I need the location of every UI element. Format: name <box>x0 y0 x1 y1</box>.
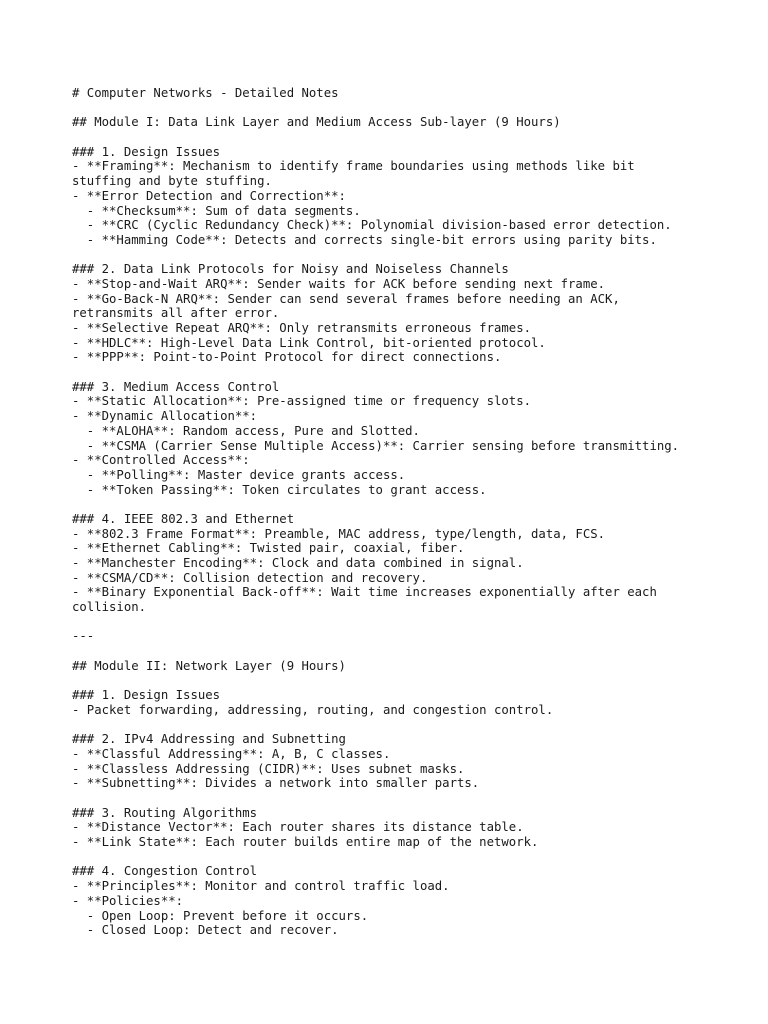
list-item: - **Dynamic Allocation**: <box>72 409 258 424</box>
blank-line <box>72 248 752 263</box>
list-item: - **802.3 Frame Format**: Preamble, MAC address, type/length, data, FCS. <box>72 526 606 541</box>
module-heading: ## Module I: Data Link Layer and Medium Access Sub-layer (9 Hours) <box>72 115 561 130</box>
blank-line <box>72 850 752 865</box>
blank-line <box>72 497 752 512</box>
text-line: retransmits all after error. <box>72 306 280 321</box>
list-item: - **Selective Repeat ARQ**: Only retransmits erroneous frames. <box>72 321 532 335</box>
list-item: - **Link State**: Each router builds entire map of the network. <box>72 835 539 850</box>
list-item: - **Checksum**: Sum of data segments. <box>72 203 361 218</box>
section-heading: ### 2. Data Link Protocols for Noisy and Noiseless Channels <box>72 262 509 277</box>
horizontal-rule: --- <box>72 629 95 644</box>
section-heading: ### 3. Routing Algorithms <box>72 805 258 820</box>
list-item: - **Static Allocation**: Pre-assigned time or frequency slots. <box>72 394 532 409</box>
section-heading: ### 4. Congestion Control <box>72 864 258 879</box>
list-item: - **Principles**: Monitor and control traffic load. <box>72 879 450 894</box>
list-item: - Closed Loop: Detect and recover. <box>72 923 339 938</box>
list-item: - **CRC (Cyclic Redundancy Check)**: Polynomial division-based error detection. <box>72 218 672 233</box>
list-item: - **Subnetting**: Divides a network into smaller parts. <box>72 776 480 791</box>
list-item: - **Error Detection and Correction**: <box>72 188 346 203</box>
section-heading: ### 4. IEEE 802.3 and Ethernet <box>72 511 295 526</box>
list-item: - **Go-Back-N ARQ**: Sender can send several frames before needing an ACK, <box>72 291 620 306</box>
list-item: - **ALOHA**: Random access, Pure and Slotted. <box>72 423 420 438</box>
blank-line <box>72 791 752 806</box>
list-item: - **Stop-and-Wait ARQ**: Sender waits for ACK before sending next frame. <box>72 276 606 291</box>
list-item: - **Binary Exponential Back-off**: Wait time increases exponentially after each <box>72 585 657 600</box>
list-item: - **Distance Vector**: Each router shares its distance table. <box>72 820 524 835</box>
list-item: - Packet forwarding, addressing, routing, and congestion control. <box>72 702 554 717</box>
section-heading: ### 2. IPv4 Addressing and Subnetting <box>72 732 346 747</box>
list-item: - **Polling**: Master device grants access. <box>72 467 406 482</box>
list-item: - **Policies**: <box>72 893 184 908</box>
list-item: - **HDLC**: High-Level Data Link Control, bit-oriented protocol. <box>72 335 546 350</box>
list-item: - **CSMA/CD**: Collision detection and recovery. <box>72 570 428 585</box>
list-item: - Open Loop: Prevent before it occurs. <box>72 908 369 923</box>
list-item: - **Manchester Encoding**: Clock and data combined in signal. <box>72 556 524 570</box>
blank-line <box>72 365 752 380</box>
blank-line <box>72 674 752 689</box>
list-item: - **Hamming Code**: Detects and corrects single-bit errors using parity bits. <box>72 232 657 247</box>
list-item: - **Ethernet Cabling**: Twisted pair, coaxial, fiber. <box>72 541 465 556</box>
blank-line <box>72 718 752 733</box>
blank-line <box>72 101 752 116</box>
section-heading: ### 3. Medium Access Control <box>72 379 280 394</box>
list-item: - **PPP**: Point-to-Point Protocol for direct connections. <box>72 350 502 365</box>
text-line: stuffing and byte stuffing. <box>72 174 272 189</box>
document-body <box>72 86 752 938</box>
section-heading: ### 1. Design Issues <box>72 144 221 159</box>
list-item: - **Controlled Access**: <box>72 453 250 468</box>
text-line: collision. <box>72 600 147 615</box>
blank-line <box>72 130 752 145</box>
list-item: - **CSMA (Carrier Sense Multiple Access)**: Carrier sensing before transmitting. <box>72 438 680 453</box>
document-title: # Computer Networks - Detailed Notes <box>72 86 339 100</box>
blank-line <box>72 644 752 659</box>
module-heading: ## Module II: Network Layer (9 Hours) <box>72 658 346 673</box>
list-item: - **Token Passing**: Token circulates to grant access. <box>72 482 487 497</box>
section-heading: ### 1. Design Issues <box>72 688 221 703</box>
list-item: - **Framing**: Mechanism to identify frame boundaries using methods like bit <box>72 159 635 174</box>
list-item: - **Classless Addressing (CIDR)**: Uses subnet masks. <box>72 761 465 776</box>
list-item: - **Classful Addressing**: A, B, C classes. <box>72 746 391 761</box>
blank-line <box>72 615 752 630</box>
